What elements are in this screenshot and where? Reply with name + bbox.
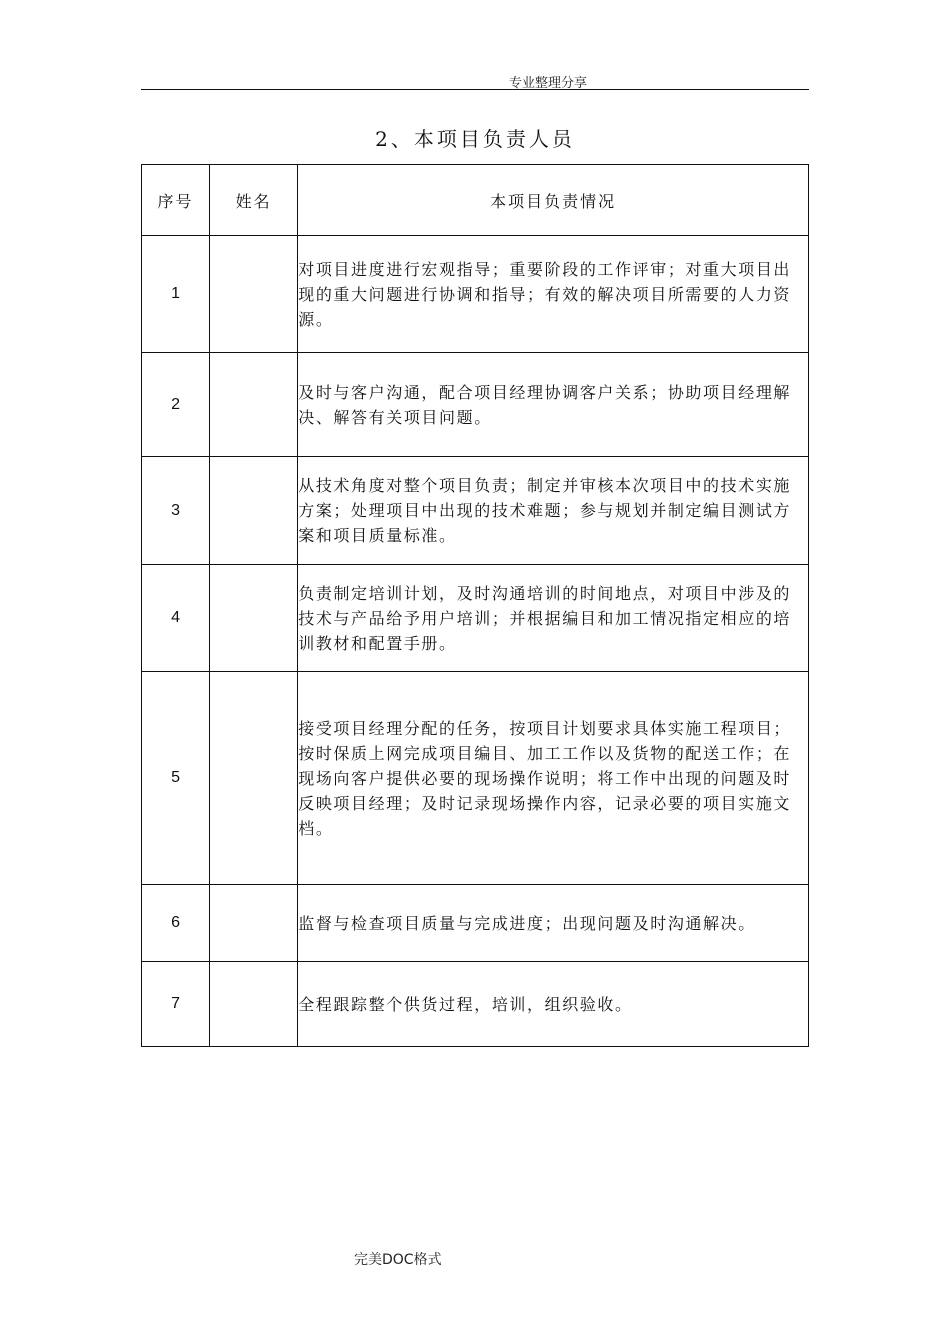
row-name-cell — [210, 885, 298, 962]
table-row — [142, 565, 809, 672]
row-name-cell — [210, 565, 298, 672]
row-desc: 全程跟踪整个供货过程，培训，组织验收。 — [298, 962, 809, 1047]
row-desc: 对项目进度进行宏观指导；重要阶段的工作评审；对重大项目出现的重大问题进行协调和指导；有效的解决项目所需要的人力资源。 — [298, 236, 809, 353]
row-seq: 1 — [142, 236, 210, 353]
row-desc: 及时与客户沟通，配合项目经理协调客户关系；协助项目经理解决、解答有关项目问题。 — [298, 353, 809, 457]
row-name-cell — [210, 672, 298, 885]
row-name-cell — [210, 457, 298, 565]
row-name-cell — [210, 236, 298, 353]
row-seq: 3 — [142, 457, 210, 565]
row-desc: 监督与检查项目质量与完成进度；出现问题及时沟通解决。 — [298, 885, 809, 962]
row-seq: 2 — [142, 353, 210, 457]
table-row — [142, 962, 809, 1047]
row-seq: 5 — [142, 672, 210, 885]
row-seq: 6 — [142, 885, 210, 962]
row-seq: 7 — [142, 962, 210, 1047]
table-row — [142, 353, 809, 457]
table-row — [142, 457, 809, 565]
table-header-row — [142, 165, 809, 236]
table-row — [142, 236, 809, 353]
row-desc: 负责制定培训计划，及时沟通培训的时间地点，对项目中涉及的技术与产品给予用户培训；并根据编目和加工情况指定相应的培训教材和配置手册。 — [298, 565, 809, 672]
row-desc: 从技术角度对整个项目负责；制定并审核本次项目中的技术实施方案；处理项目中出现的技术难题；参与规划并制定编目测试方案和项目质量标准。 — [298, 457, 809, 565]
row-desc: 接受项目经理分配的任务，按项目计划要求具体实施工程项目；按时保质上网完成项目编目、加工工作以及货物的配送工作；在现场向客户提供必要的现场操作说明；将工作中出现的问题及时反映项目经理；及时记录现场操作内容，记录必要的项目实施文档。 — [298, 672, 809, 885]
row-seq: 4 — [142, 565, 210, 672]
header-divider — [141, 89, 809, 90]
section-title: 2、本项目负责人员 — [375, 127, 575, 151]
row-name-cell — [210, 353, 298, 457]
row-name-cell — [210, 962, 298, 1047]
header-seq: 序号 — [142, 165, 210, 236]
table-row — [142, 672, 809, 885]
header-name: 姓名 — [210, 165, 298, 236]
page-footer-text: 完美DOC格式 — [354, 1252, 442, 1268]
page-header-text: 专业整理分享 — [509, 76, 588, 91]
table-row — [142, 885, 809, 962]
responsibility-table — [141, 164, 809, 1047]
header-desc: 本项目负责情况 — [298, 165, 809, 236]
